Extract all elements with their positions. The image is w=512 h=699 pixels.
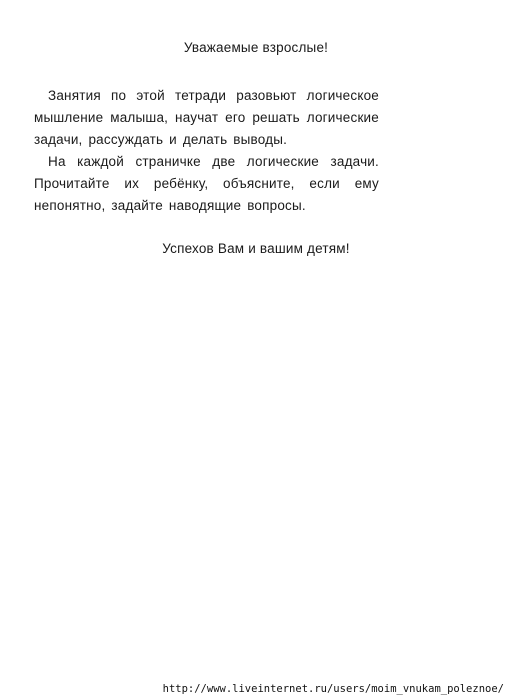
intro-text xyxy=(34,85,379,217)
greeting-heading: Уважаемые взрослые! xyxy=(183,40,329,55)
paragraph-line: На каждой страничке две логические задачи. xyxy=(48,154,379,169)
closing-line: Успехов Вам и вашим детям! xyxy=(162,241,350,256)
paragraph-line: задачи, рассуждать и делать выводы. xyxy=(34,132,288,147)
paragraph-line: непонятно, задайте наводящие вопросы. xyxy=(34,198,306,213)
paragraph-line: Занятия по этой тетради разовьют логическое xyxy=(48,88,379,103)
paragraph-2 xyxy=(34,151,379,217)
watermark-url: http://www.liveinternet.ru/users/moim_vnukam_poleznoe/ xyxy=(162,683,504,695)
paragraph-1 xyxy=(34,85,379,151)
paragraph-line: мышление малыша, научат его решать логические xyxy=(34,110,379,125)
paragraph-line: Прочитайте их ребёнку, объясните, если ему xyxy=(34,176,379,191)
